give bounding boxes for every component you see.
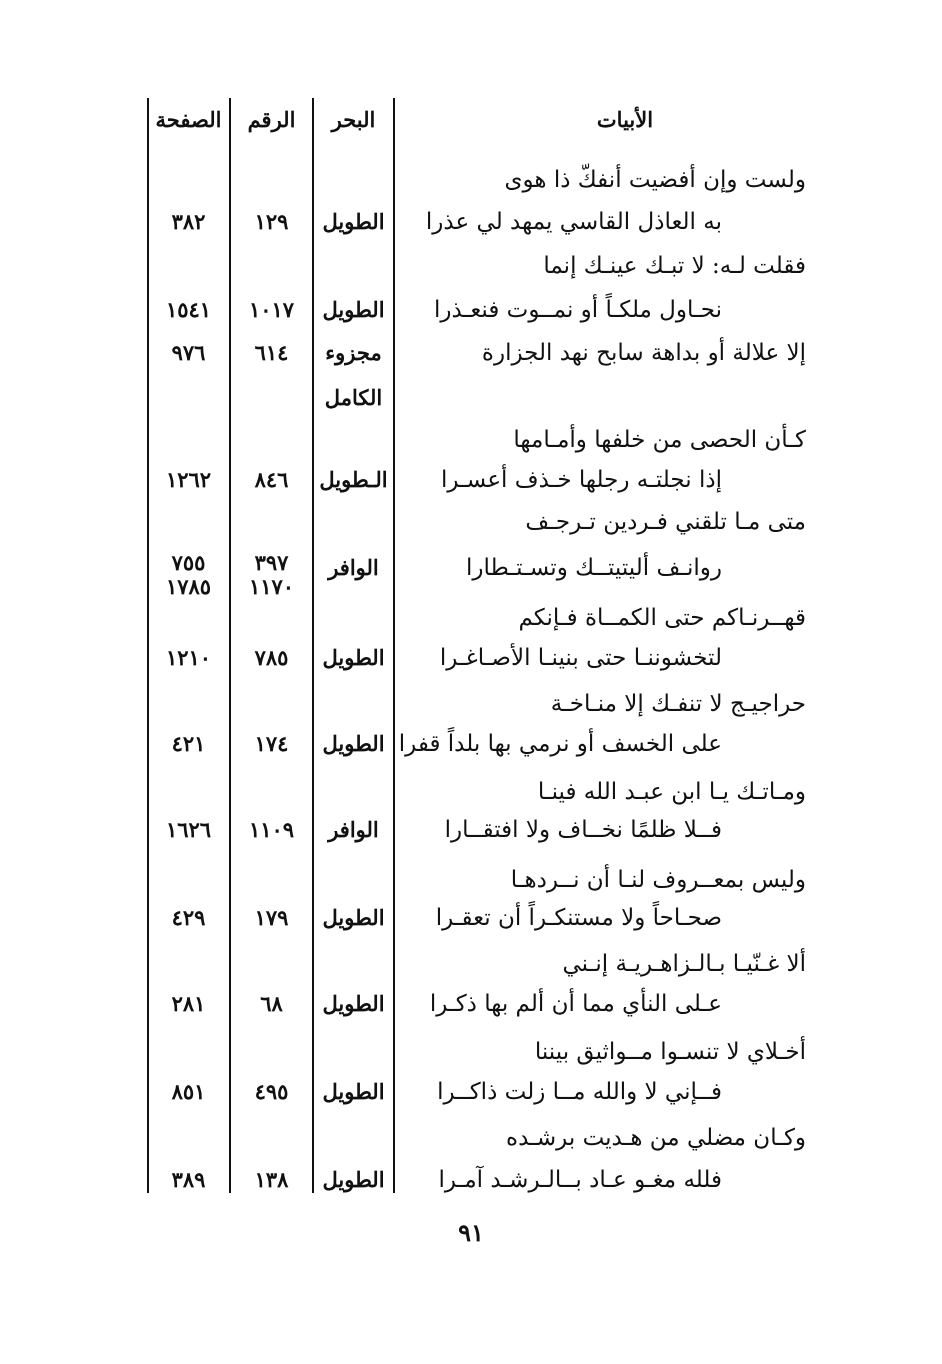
verse-single-line: إلا علالة أو بداهة سابح نهد الجزارة [481,340,806,366]
meter-cell: الـطويل [319,467,388,492]
header-meter: البحر [331,107,376,132]
verse-first-hemistich: كـأن الحصى من خلفها وأمـامها [513,427,806,453]
verse-first-hemistich: أخـلاي لا تنسـوا مــواثيق بيننا [534,1039,806,1065]
verse-first-hemistich: ولست وإن أفضيت أنفكّ ذا هوى [504,167,806,193]
page-cell: ٨٥١ [171,1079,206,1104]
number-cell: ٤٩٥ [254,1079,289,1104]
meter-cell: مجزوء [325,340,382,365]
verse-second-hemistich: إذا نجلتـه رجلها خـذف أعسـرا [440,467,722,493]
verse-second-hemistich: على الخسف أو نرمي بها بلداً قفرا [398,731,722,757]
number-cell: ١٠١٧ [248,297,295,322]
verse-first-hemistich: قهــرنـاكم حتى الكمــاة فـإنكم [518,605,806,631]
verse-first-hemistich: فقلت لـه: لا تبـك عينـك إنما [543,253,806,279]
verse-first-hemistich: وكـان مضلي من هـديت برشـده [506,1125,806,1151]
verse-first-hemistich: ومـاتـك يـا ابن عبـد الله فينـا [537,779,806,805]
page-cell: ٤٢٩ [171,905,206,930]
verse-second-hemistich: صحـاحاً ولا مستنكـراً أن تعقـرا [435,905,722,931]
meter-cell: الوافر [328,817,379,842]
verse-first-hemistich: حراجيـج لا تنفـك إلا منـاخـة [550,691,806,717]
meter-cell: الطويل [322,905,385,930]
number-cell: ١٢٩ [254,209,289,234]
verse-second-hemistich: لتخشوننـا حتى بنينـا الأصـاغـرا [439,645,722,671]
meter-cell: الطويل [322,731,385,756]
meter-cell: الطويل [322,209,385,234]
meter-cell: الطويل [322,1167,385,1192]
verse-second-hemistich: فــلا ظلمًا نخــاف ولا افتقــارا [444,817,722,843]
meter-cell: الطويل [322,1079,385,1104]
number-cell: ١٧٤ [254,731,289,756]
page-cell: ١٢١٠ [165,645,212,670]
verse-second-hemistich: نحـاول ملكـاً أو نمــوت فنعـذرا [434,297,722,323]
page-cell: ١٥٤١ [165,297,212,322]
verse-first-hemistich: متى مـا تلقني فـردين تـرجـف [525,509,806,535]
column-divider [393,98,395,1193]
verse-first-hemistich: ألا غـنّيـا بـالـزاهـريـة إنـني [562,951,806,977]
number-cell-secondary: ١١٧٠ [248,574,295,599]
number-cell: ٦٨ [260,991,283,1016]
number-cell: ٣٩٧ [254,550,289,575]
header-verses: الأبيات [596,107,654,132]
number-cell: ٦١٤ [254,340,289,365]
page-cell: ٣٨٢ [171,209,206,234]
page-cell: ١٦٢٦ [165,817,212,842]
number-cell: ٨٤٦ [254,467,289,492]
verse-second-hemistich: به العاذل القاسي يمهد لي عذرا [425,209,722,235]
page-cell: ٤٢١ [171,731,206,756]
page-cell: ٧٥٥ [171,550,206,575]
meter-cell: الطويل [322,645,385,670]
meter-cell: الطويل [322,297,385,322]
meter-cell: الطويل [322,991,385,1016]
page-cell-secondary: ١٧٨٥ [165,574,212,599]
page-cell: ٣٨٩ [171,1167,206,1192]
verse-second-hemistich: فــإني لا والله مــا زلت ذاكــرا [437,1079,722,1105]
verse-second-hemistich: فلله مغـو عـاد بــالـرشـد آمـرا [438,1167,722,1193]
page-number: ٩١ [458,1218,484,1247]
number-cell: ٧٨٥ [254,645,289,670]
number-cell: ١١٠٩ [248,817,295,842]
number-cell: ١٣٨ [254,1167,289,1192]
page-cell: ٢٨١ [171,991,206,1016]
meter-cell-continued: الكامل [324,385,383,410]
verse-first-hemistich: وليس بمعــروف لنـا أن نــردهـا [510,867,806,893]
header-number: الرقم [247,107,296,132]
number-cell: ١٧٩ [254,905,289,930]
verse-second-hemistich: عـلى النأي مما أن ألم بها ذكـرا [429,991,722,1017]
header-page: الصفحة [155,107,222,132]
verse-second-hemistich: روانـف أليتيتــك وتسـتـطارا [465,555,722,581]
page-cell: ١٢٦٢ [165,467,212,492]
meter-cell: الوافر [328,555,379,580]
page-cell: ٩٧٦ [171,340,206,365]
